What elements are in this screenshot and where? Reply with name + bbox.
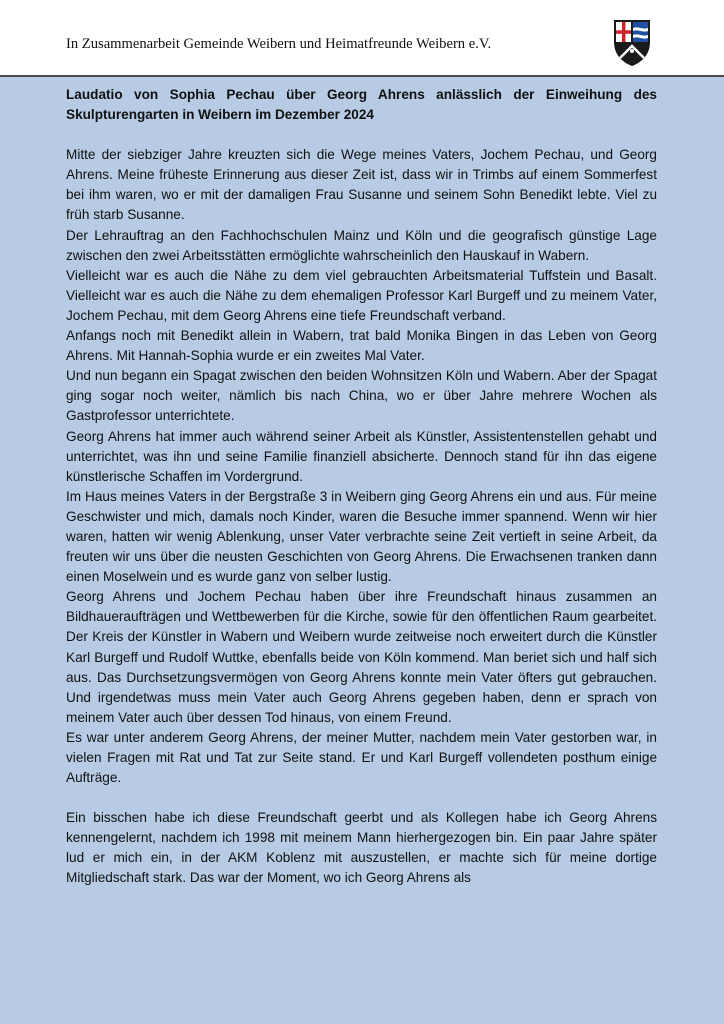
paragraph: Und nun begann ein Spagat zwischen den beiden Wohnsitzen Köln und Wabern. Aber der Spagat ging sogar noch weiter, nämlich bis nach China, wo er über Jahre mehrere Wochen als Gastprofessor unterrichtete. [66,368,657,424]
weibern-coat-of-arms-icon [612,18,652,68]
document-content [66,85,657,889]
paragraph: Ein bisschen habe ich diese Freundschaft geerbt und als Kollegen habe ich Georg Ahrens kennengelernt, nachdem ich 1998 mit meinem Mann hierhergezogen bin. Ein paar Jahre später lud er mich ein, in der AKM Koblenz mit auszustellen, er machte sich für meine dortige Mitgliedschaft stark. Das war der Moment, wo ich Georg Ahrens als [66,810,657,886]
header-title: In Zusammenarbeit Gemeinde Weibern und Heimatfreunde Weibern e.V. [66,36,492,52]
paragraph: Mitte der siebziger Jahre kreuzten sich die Wege meines Vaters, Jochem Pechau, und Georg Ahrens. Meine früheste Erinnerung aus dieser Zeit ist, dass wir in Trimbs auf einem Sommerfest bei ihm waren, wo er mit der damaligen Frau Susanne und seinem Sohn Benedikt lebte. Viel zu früh starb Susanne. [66,147,657,223]
paragraph: Der Lehrauftrag an den Fachhochschulen Mainz und Köln und die geografisch günstige Lage zwischen den zwei Arbeitsstätten ermöglichte wahrscheinlich den Hauskauf in Wabern. [66,227,657,263]
paragraph: Es war unter anderem Georg Ahrens, der meiner Mutter, nachdem mein Vater gestorben war, in vielen Fragen mit Rat und Tat zur Seite stand. Er und Karl Burgeff vollendeten posthum einige Aufträge. [66,729,657,786]
document-body [0,77,724,1024]
paragraph: Anfangs noch mit Benedikt allein in Wabern, trat bald Monika Bingen in das Leben von Georg Ahrens. Mit Hannah-Sophia wurde er ein zweites Mal Vater. [66,328,657,364]
paragraph: Im Haus meines Vaters in der Bergstraße 3 in Weibern ging Georg Ahrens ein und aus. Für meine Geschwister und mich, damals noch Kinder, waren die Besuche immer spannend. Wenn wir hier waren, hatten wir wenig Ablenkung, unser Vater verbrachte seine Zeit vertieft in seine Arbeit, da freuten wir uns über die neusten Geschichten von Georg Ahrens. Die Erwachsenen tranken dann einen Moselwein und es wurde ganz von selber lustig. [66,488,657,585]
paragraph: Vielleicht war es auch die Nähe zu dem viel gebrauchten Arbeitsmaterial Tuffstein und Basalt. Vielleicht war es auch die Nähe zu dem ehemaligen Professor Karl Burgeff und zu meinem Vater, Jochem Pechau, mit dem Georg Ahrens eine tiefe Freundschaft verband. [66,267,657,323]
paragraph: Georg Ahrens und Jochem Pechau haben über ihre Freundschaft hinaus zusammen an Bildhaueraufträgen und Wettbewerben für die Kirche, sowie für den öffentlichen Raum gearbeitet. Der Kreis der Künstler in Wabern und Weibern wurde zeitweise noch erweitert durch die Künstler Karl Burgeff und Rudolf Wuttke, ebenfalls beide von Köln kommend. Man beriet sich und half sich aus. Das Durchsetzungsvermögen von Georg Ahrens konnte mein Vater öfters gut gebrauchen. Und irgendetwas muss mein Vater auch Georg Ahrens gegeben haben, denn er sprach von meinem Vater auch über dessen Tod hinaus, von einem Freund. [66,589,657,725]
paragraph: Georg Ahrens hat immer auch während seiner Arbeit als Künstler, Assistentenstellen gehabt und unterrichtet, was ihn und seine Familie finanziell absicherte. Dennoch stand für ihn das eigene künstlerische Schaffen im Vordergrund. [66,428,657,484]
document-title: Laudatio von Sophia Pechau über Georg Ahrens anlässlich der Einweihung des Skulpturengarten in Weibern im Dezember 2024 [66,87,657,123]
page-header [0,0,724,76]
